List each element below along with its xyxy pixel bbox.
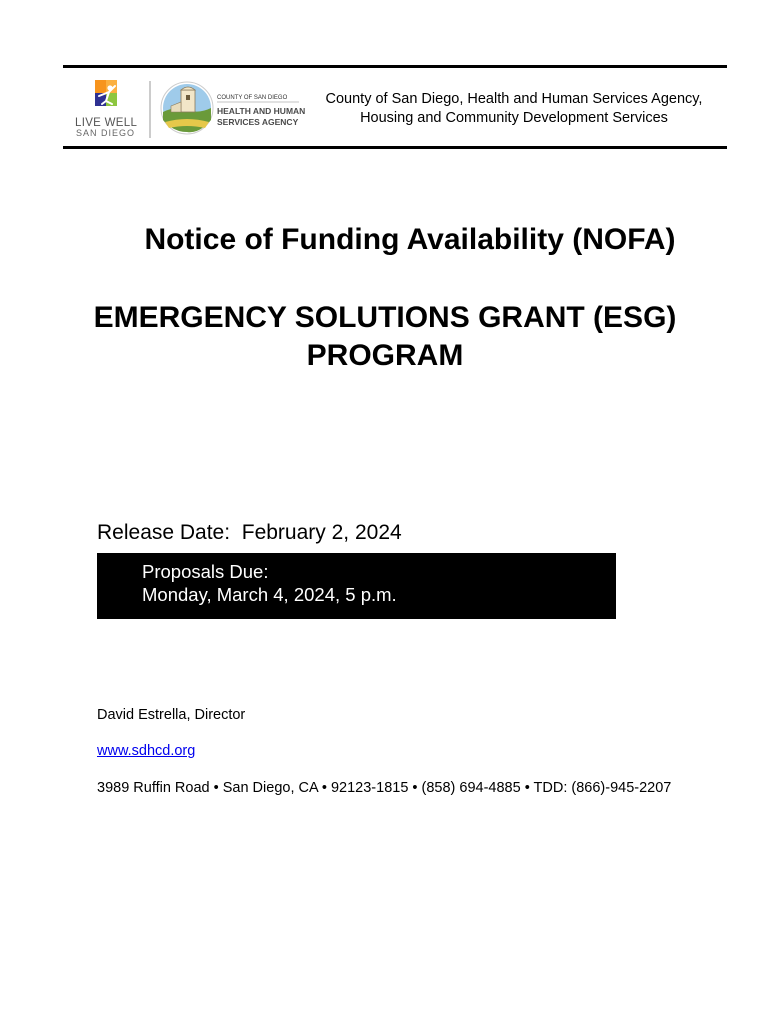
hhsa-label-line-2: SERVICES AGENCY [217, 117, 299, 127]
agency-name-line-2: Housing and Community Development Services [360, 110, 668, 126]
county-seal-logo [161, 82, 305, 134]
county-seal-mission-tower [181, 90, 195, 112]
county-small-label: COUNTY OF SAN DIEGO [217, 95, 288, 101]
header-logos [75, 76, 305, 140]
proposals-due-date: Monday, March 4, 2024, 5 p.m. [142, 584, 397, 605]
director-name: David Estrella, Director [97, 707, 246, 723]
proposals-due-box [97, 553, 616, 619]
header-bottom-rule [63, 146, 727, 149]
nofa-title: Notice of Funding Availability (NOFA) [144, 223, 676, 256]
agency-logos-graphic [75, 76, 305, 140]
contact-address: 3989 Ruffin Road • San Diego, CA • 92123-1815 • (858) 694-4885 • TDD: (866)-945-2207 [97, 780, 672, 796]
county-seal-bell-icon [186, 95, 190, 100]
live-well-wordmark: LIVE WELL [75, 117, 138, 129]
release-date: Release Date: February 2, 2024 [97, 521, 402, 544]
program-title-line-2: PROGRAM [306, 339, 464, 372]
san-diego-wordmark: SAN DIEGO [76, 128, 136, 138]
proposals-due-label: Proposals Due: [142, 561, 269, 582]
live-well-logo [75, 80, 137, 138]
program-title-line-1: EMERGENCY SOLUTIONS GRANT (ESG) [93, 301, 677, 334]
agency-name-line-1: County of San Diego, Health and Human Services Agency, [325, 91, 703, 107]
live-well-square-orange [95, 80, 106, 93]
hhsa-label-line-1: HEALTH AND HUMAN [217, 106, 305, 116]
website-link[interactable]: www.sdhcd.org [97, 743, 196, 759]
header-top-rule [63, 65, 727, 68]
